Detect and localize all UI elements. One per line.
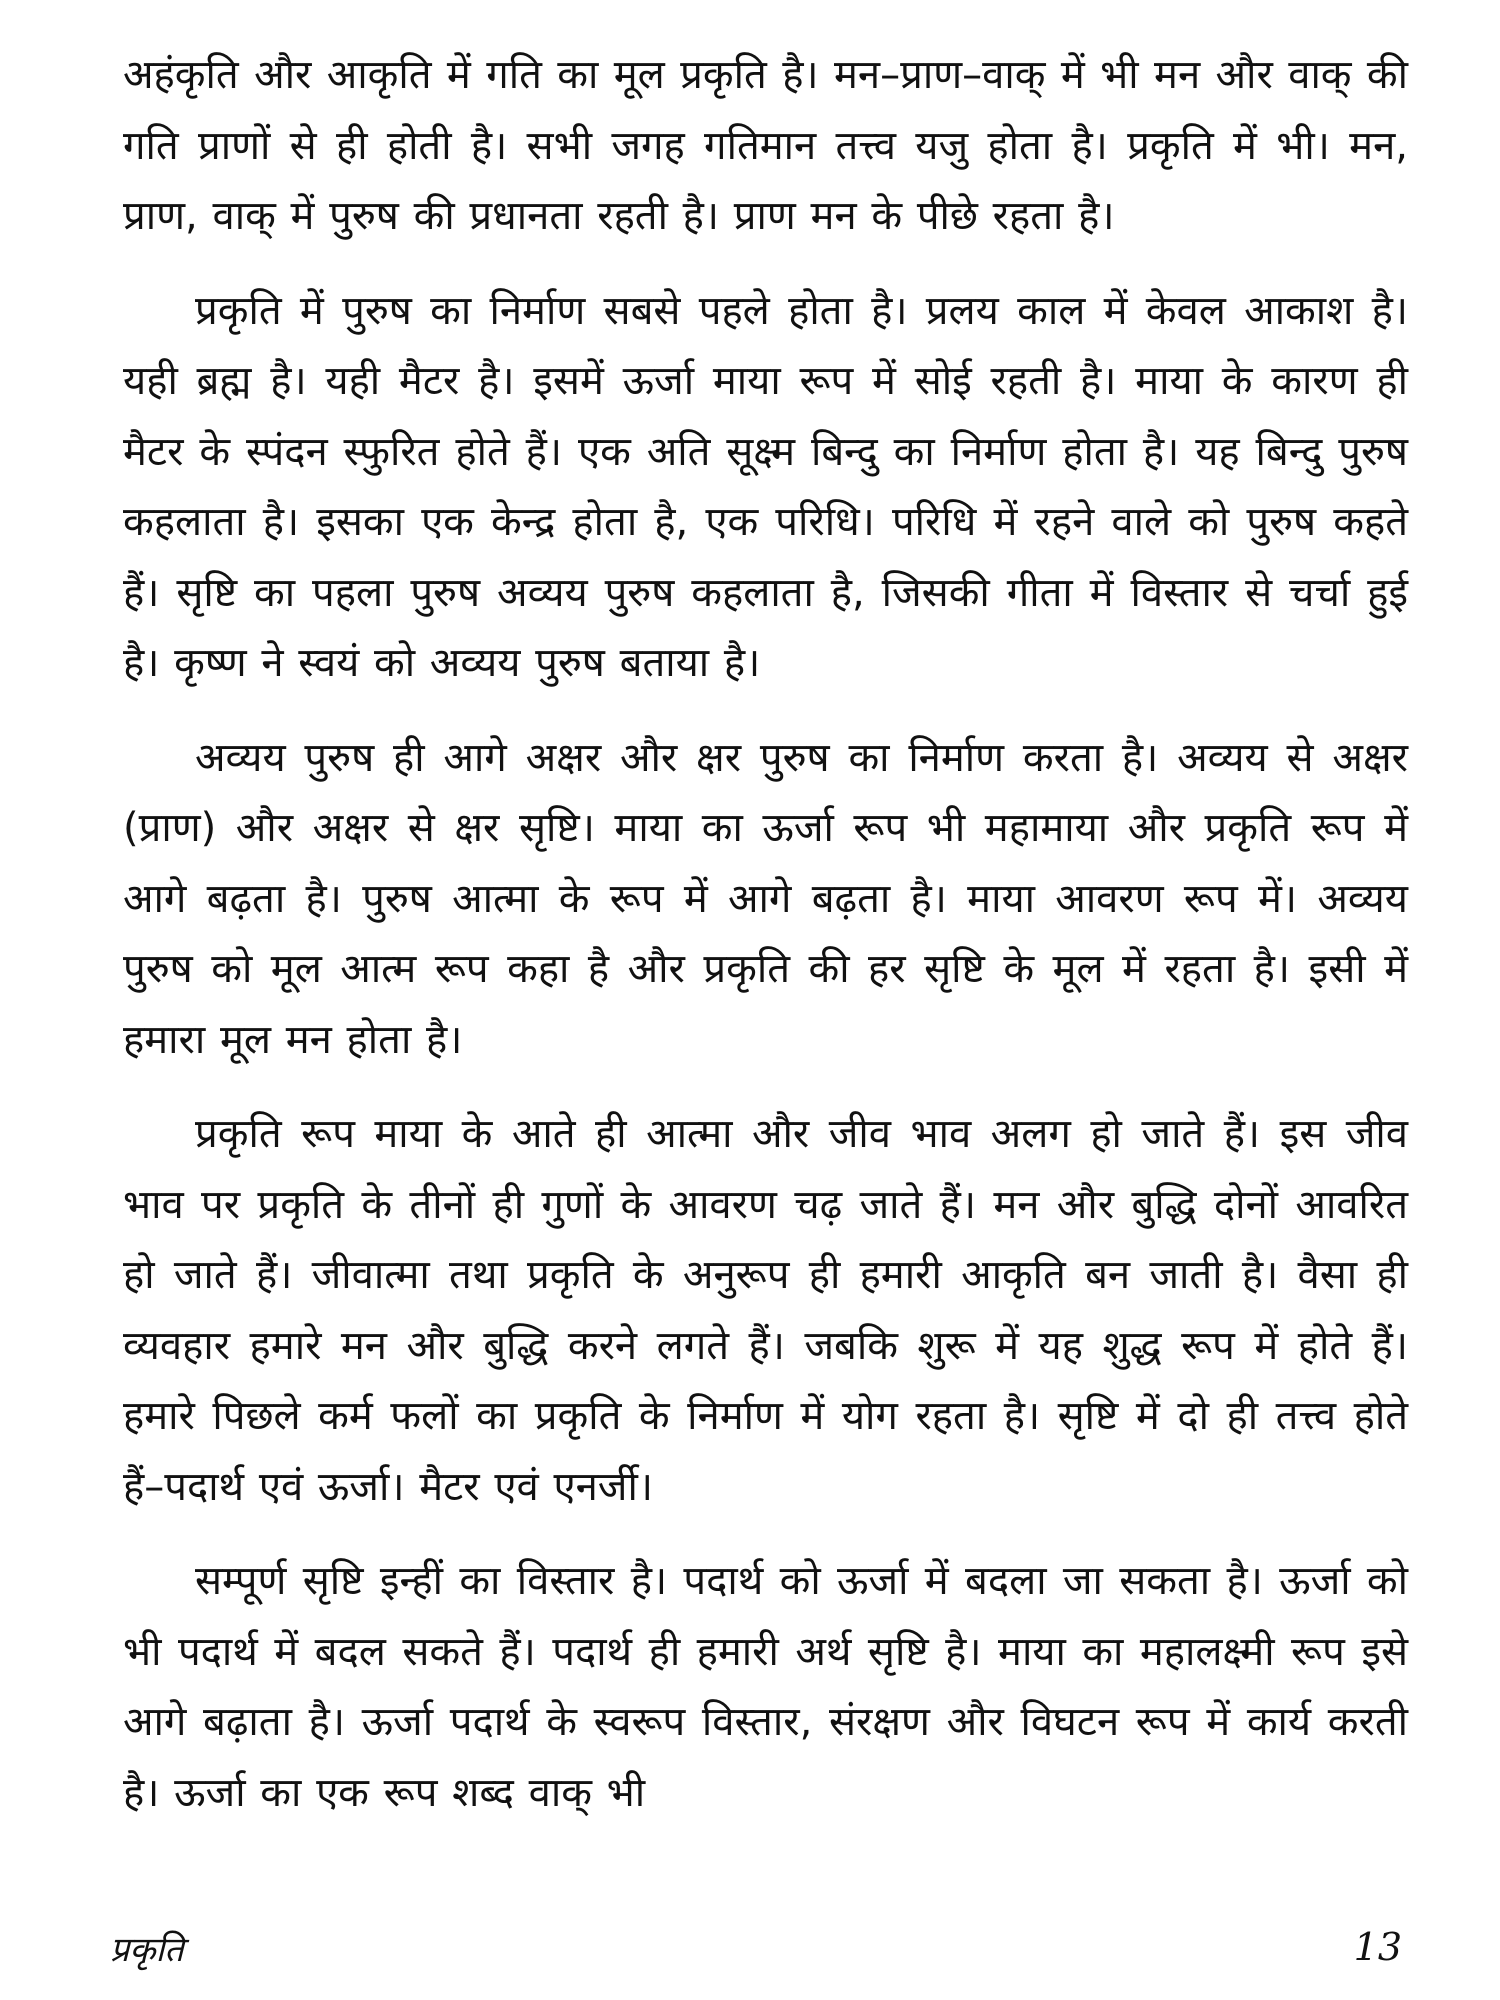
paragraph-5: सम्पूर्ण सृष्टि इन्हीं का विस्तार है। पदार्थ को ऊर्जा में बदला जा सकता है। ऊर्जा को भी पदार्थ में बदल सकते हैं। पदार्थ ही हमारी अर्थ सृष्टि है। माया का महालक्ष्मी रूप इसे आगे बढ़ाता है। ऊर्जा पदार्थ के स्वरूप विस्तार, संरक्षण और विघटन रूप में कार्य करती है। ऊर्जा का एक रूप शब्द वाक् भी <box>123 1558 1408 1816</box>
running-title: प्रकृति <box>110 1930 184 1970</box>
page-body-text <box>123 40 1408 1852</box>
page-number: 13 <box>1353 1925 1402 1969</box>
paragraph-1: अहंकृति और आकृति में गति का मूल प्रकृति है। मन–प्राण–वाक् में भी मन और वाक् की गति प्राणों से ही होती है। सभी जगह गतिमान तत्त्व यजु होता है। प्रकृति में भी। मन, प्राण, वाक् में पुरुष की प्रधानता रहती है। प्राण मन के पीछे रहता है। <box>123 52 1408 239</box>
paragraph-3: अव्यय पुरुष ही आगे अक्षर और क्षर पुरुष का निर्माण करता है। अव्यय से अक्षर (प्राण) और अक्षर से क्षर सृष्टि। माया का ऊर्जा रूप भी महामाया और प्रकृति रूप में आगे बढ़ता है। पुरुष आत्मा के रूप में आगे बढ़ता है। माया आवरण रूप में। अव्यय पुरुष को मूल आत्म रूप कहा है और प्रकृति की हर सृष्टि के मूल में रहता है। इसी में हमारा मूल मन होता है। <box>123 734 1408 1063</box>
paragraph-4: प्रकृति रूप माया के आते ही आत्मा और जीव भाव अलग हो जाते हैं। इस जीव भाव पर प्रकृति के तीनों ही गुणों के आवरण चढ़ जाते हैं। मन और बुद्धि दोनों आवरित हो जाते हैं। जीवात्मा तथा प्रकृति के अनुरूप ही हमारी आकृति बन जाती है। वैसा ही व्यवहार हमारे मन और बुद्धि करने लगते हैं। जबकि शुरू में यह शुद्ध रूप में होते हैं। हमारे पिछले कर्म फलों का प्रकृति के निर्माण में योग रहता है। सृष्टि में दो ही तत्त्व होते हैं–पदार्थ एवं ऊर्जा। मैटर एवं एनर्जी। <box>123 1111 1408 1510</box>
paragraph-2: प्रकृति में पुरुष का निर्माण सबसे पहले होता है। प्रलय काल में केवल आकाश है। यही ब्रह्म है। यही मैटर है। इसमें ऊर्जा माया रूप में सोई रहती है। माया के कारण ही मैटर के स्पंदन स्फुरित होते हैं। एक अति सूक्ष्म बिन्दु का निर्माण होता है। यह बिन्दु पुरुष कहलाता है। इसका एक केन्द्र होता है, एक परिधि। परिधि में रहने वाले को पुरुष कहते हैं। सृष्टि का पहला पुरुष अव्यय पुरुष कहलाता है, जिसकी गीता में विस्तार से चर्चा हुई है। कृष्ण ने स्वयं को अव्यय पुरुष बताया है। <box>123 287 1408 686</box>
